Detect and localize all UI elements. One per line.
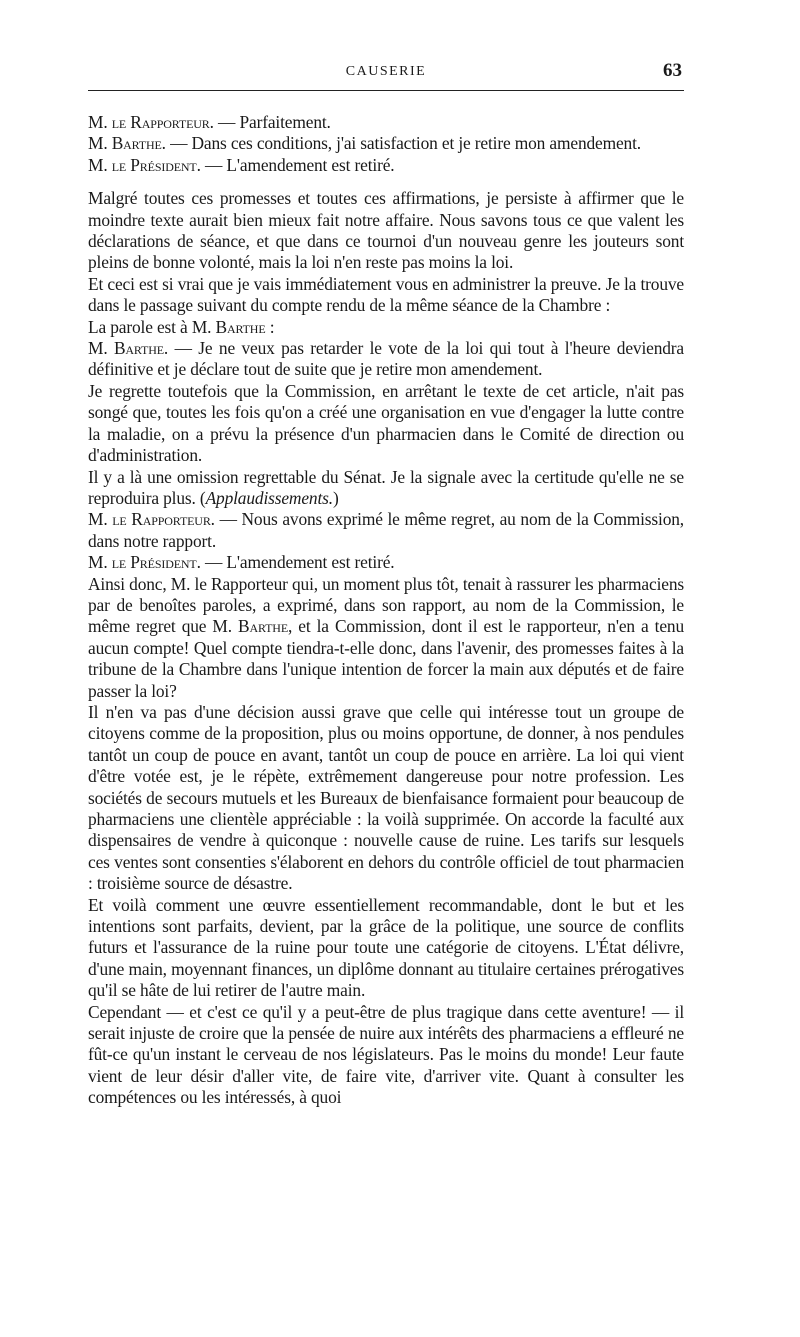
text-segment: Et voilà comment une œuvre essentiellement recommandable, dont le but et les intentions sont parfaits, devient, par la grâce de la politique, une source de conflits futurs et l'assurance de la ruine pour toute une catégorie de citoyens. L'État délivre, d'une main, moyennant finances, un diplôme donnant au titulaire certaines prérogatives qu'il se hâte de lui retirer de l'autre main. [88,894,684,1001]
paragraph [88,133,684,154]
text-segment: Cependant — et c'est ce qu'il y a peut-être de plus tragique dans cette aventure! — il serait injuste de croire que la pensée de nuire aux intérêts des pharmaciens a effleuré ne fût-ce qu'un instant le cerveau de nos législateurs. Pas le moins du monde! Leur faute vient de leur désir d'aller vite, de faire vite, d'arriver vite. Quant à consulter les compétences ou les intéressés, à quoi [88,1001,684,1108]
text-segment: : [265,316,275,337]
text-segment: ) [332,487,339,508]
paragraph [88,895,684,1002]
paragraph [88,338,684,381]
small-caps-name: Barthe [215,316,266,337]
small-caps-name: Barthe [238,616,289,637]
text-segment: Ainsi donc, M. le Rapporteur qui, un moment plus tôt, tenait à rassurer les pharmaciens par de benoîtes paroles, a exprimé, dans son rapport, au nom de la Commission, le même regret que M. [88,573,684,637]
paragraph [88,274,684,317]
text-segment: — Parfaitement. [213,112,331,132]
text-segment: — L'amendement est retiré. [200,154,395,175]
paragraph [88,702,684,895]
small-caps-name: M. le Président. [88,154,201,175]
paragraph [88,317,684,338]
paragraph [88,1002,684,1109]
text-segment: — L'amendement est retiré. [200,552,395,573]
small-caps-name: M. le Rapporteur. [88,112,214,132]
small-caps-name: M. le Président. [88,552,201,573]
paragraph [88,467,684,510]
text-segment: Je regrette toutefois que la Commission, en arrêtant le texte de cet article, n'ait pas songé que, toutes les fois qu'on a créé une organisation en vue d'engager la lutte contre la maladie, on a prévu la présence d'un pharmacien dans le Comité de direction ou d'administration. [88,380,684,466]
paragraph [88,574,684,702]
text-segment: Malgré toutes ces promesses et toutes ces affirmations, je persiste à affirmer que le moindre texte aurait bien mieux fait notre affaire. Nous savons tous ce que valent les déclarations de séance, et que dans ce tournoi d'un nouveau genre les jouteurs sont pleins de bonne volonté, mais la loi n'en reste pas moins la loi. [88,188,684,273]
text-segment: — Dans ces conditions, j'ai satisfaction et je retire mon amendement. [165,133,641,154]
running-header [88,60,684,91]
paragraph [88,188,684,274]
text-segment: , et la Commission, dont il est le rapporteur, n'en a tenu aucun compte! Quel compte tiendra-t-elle donc, dans l'avenir, des promesses faites à la tribune de la Chambre dans l'unique intention de forcer la main aux députés et de faire passer la loi? [88,616,684,701]
text-segment: Et ceci est si vrai que je vais immédiatement vous en administrer la preuve. Je la trouve dans le passage suivant du compte rendu de la même séance de la Chambre : [88,273,684,316]
italic-text: Applaudissements. [205,487,333,508]
small-caps-name: M. Barthe. [88,133,166,154]
page-number: 63 [663,60,682,81]
text-segment: — Nous avons exprimé le même regret, au nom de la Commission, dans notre rapport. [88,509,684,551]
text-segment: — Je ne veux pas retarder le vote de la loi qui tout à l'heure deviendra définitive et je déclare tout de suite que je retire mon amendement. [88,338,684,380]
body-text [88,112,684,1109]
small-caps-name: M. le Rapporteur. [88,509,215,530]
text-segment: Il y a là une omission regrettable du Sénat. Je la signale avec la certitude qu'elle ne se reproduira plus. ( [88,466,684,508]
paragraph-gap [88,176,684,188]
paragraph [88,112,684,133]
paragraph [88,552,684,573]
paragraph [88,509,684,552]
text-segment: Il n'en va pas d'une décision aussi grave que celle qui intéresse tout un groupe de citoyens comme de la proposition, plus ou moins opportune, de donner, à nos pendules tantôt un coup de pouce en avant, tantôt un coup de pouce en arrière. La loi qui vient d'être votée est, je le répète, extrêmement dangereuse pour notre profession. Les sociétés de secours mutuels et les Bureaux de bienfaisance formaient pour beaucoup de pharmaciens une clientèle appréciable : la voilà supprimée. On accorde la faculté aux dispensaires de vendre à quiconque : nouvelle cause de ruine. Les tarifs sur lesquels ces ventes sont consenties s'élaborent en dehors du contrôle officiel de tout pharmacien : troisième source de désastre. [88,701,684,894]
text-segment: La parole est à M. [88,316,216,337]
running-title: CAUSERIE [345,64,427,79]
paragraph [88,381,684,467]
paragraph [88,155,684,176]
small-caps-name: M. Barthe. [88,338,169,359]
